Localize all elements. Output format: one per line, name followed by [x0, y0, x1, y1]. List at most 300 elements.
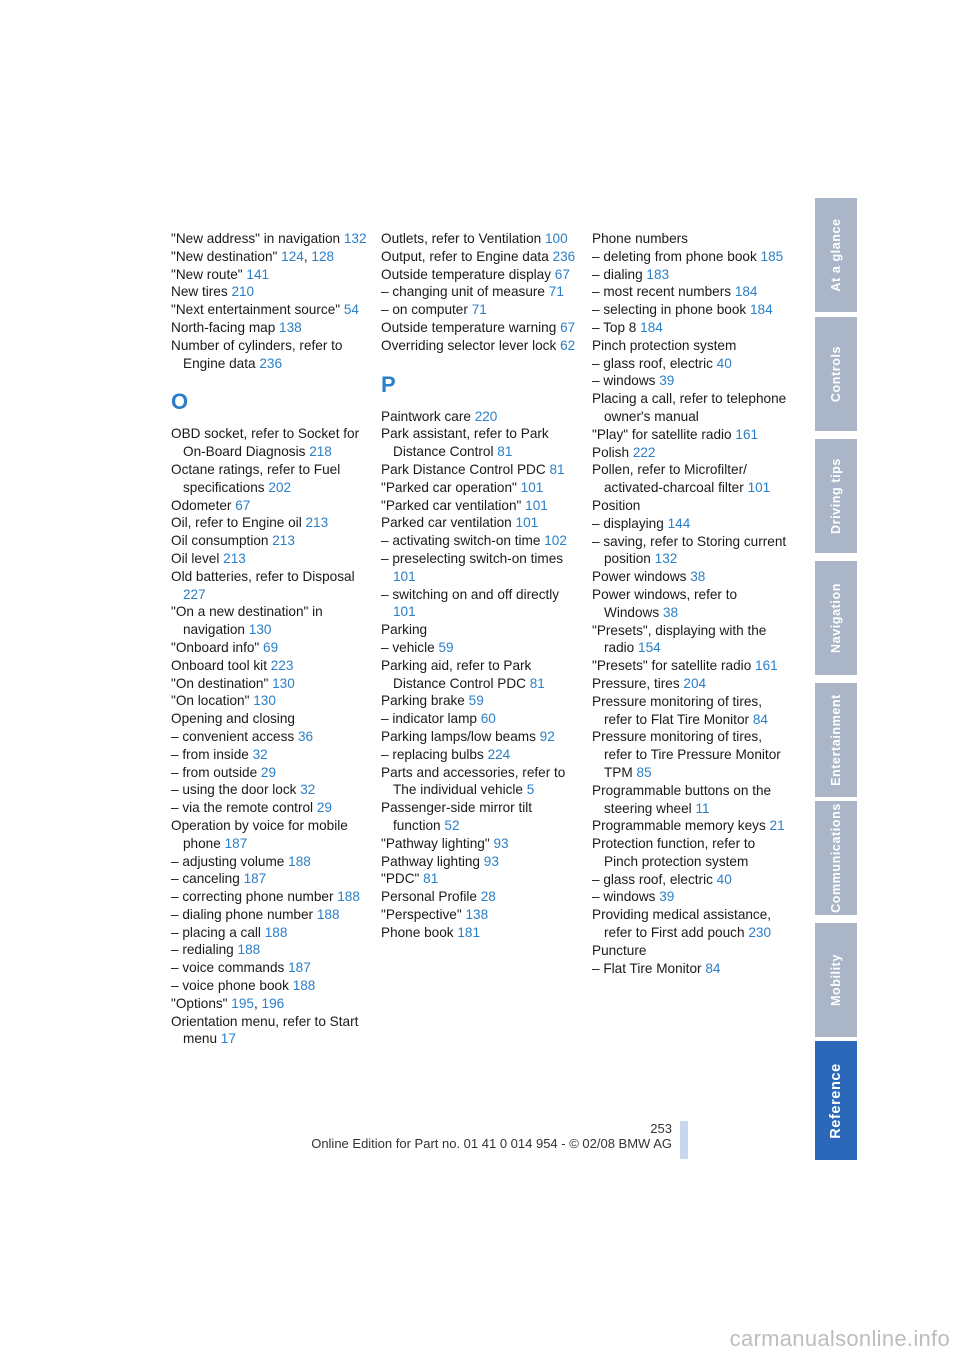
index-entry	[592, 871, 792, 889]
page-link[interactable]: 84	[752, 711, 768, 727]
index-entry	[381, 764, 581, 800]
page-link[interactable]: 28	[480, 889, 496, 905]
page-link[interactable]: 224	[487, 746, 511, 762]
index-entry	[381, 248, 581, 266]
index-entry-text: Onboard tool kit	[171, 657, 267, 673]
index-entry-text: – voice phone book	[171, 978, 289, 994]
index-entry	[592, 444, 792, 462]
index-entry-text: Passenger-side mirror tilt function	[381, 800, 533, 833]
page-link[interactable]: 101	[393, 568, 416, 584]
index-entry	[592, 960, 792, 978]
index-entry	[171, 781, 371, 799]
page-link[interactable]: 36	[297, 728, 314, 744]
watermark: carmanualsonline.info	[729, 1326, 950, 1351]
index-entry-text: – Top 8	[592, 319, 637, 335]
tab-navigation[interactable]	[815, 561, 857, 675]
index-entry-text: "Presets" for satellite radio	[592, 658, 752, 674]
index-entry-text: Programmable buttons on the steering wheel	[592, 782, 772, 816]
index-entry-text: – switching on and off directly	[381, 586, 560, 602]
index-column-3	[592, 230, 792, 977]
index-entry-text: Phone numbers	[592, 231, 688, 246]
index-entry	[171, 425, 371, 461]
index-entry	[592, 906, 792, 942]
index-entry-text: Park Distance Control PDC	[381, 461, 546, 477]
index-entry-text: – dialing	[592, 266, 643, 282]
index-entry-text: "Parked car ventilation"	[381, 497, 522, 513]
index-entry-text: Oil, refer to Engine oil	[171, 515, 302, 531]
page-link[interactable]: 81	[423, 871, 439, 887]
page-link[interactable]: 102	[544, 533, 567, 549]
index-entry	[171, 266, 371, 284]
index-entry-text: – canceling	[171, 871, 240, 887]
tab-label: Mobility	[829, 953, 843, 1007]
page-link[interactable]: 71	[548, 284, 564, 300]
tab-label: Navigation	[829, 583, 843, 653]
page-link[interactable]: 144	[667, 515, 691, 531]
index-entry-text: – windows	[592, 373, 656, 389]
page-link[interactable]: 223	[270, 657, 294, 673]
index-entry-text: – placing a call	[171, 924, 261, 940]
index-entry	[171, 337, 371, 373]
index-entry-text: "New route"	[171, 266, 243, 282]
index-entry-text: "On destination"	[171, 675, 269, 691]
index-entry	[381, 924, 581, 942]
page-link[interactable]: 32	[252, 746, 268, 762]
index-entry-text: Pressure, tires	[592, 675, 680, 691]
index-entry-text: – selecting in phone book	[592, 302, 747, 318]
index-entry	[592, 622, 792, 658]
index-entry	[592, 568, 792, 586]
page-link[interactable]: 236	[552, 248, 576, 264]
index-entry	[381, 337, 581, 355]
page-link[interactable]: 11	[695, 800, 710, 816]
index-entry	[381, 657, 581, 693]
page-link[interactable]: 40	[716, 871, 732, 887]
index-entry	[592, 888, 792, 906]
index-entry-text: – using the door lock	[171, 782, 297, 798]
page-number: 253	[650, 1121, 672, 1136]
page-link[interactable]: 5	[526, 782, 535, 798]
index-entry	[381, 799, 581, 835]
index-entry-text: "Pathway lighting"	[381, 835, 490, 851]
index-entry	[592, 817, 792, 835]
index-entry-text: Oil consumption	[171, 533, 269, 549]
page-link[interactable]: 101	[515, 515, 539, 531]
page-link[interactable]: 81	[497, 444, 513, 460]
index-letter-heading: P	[381, 371, 396, 397]
index-entry-text: Outlets, refer to Ventilation	[381, 231, 542, 246]
index-entry	[171, 817, 371, 853]
index-entry	[171, 853, 371, 871]
page-link[interactable]: 39	[659, 373, 675, 389]
index-entry	[171, 675, 371, 693]
index-entry	[381, 888, 581, 906]
index-entry-text: – most recent numbers	[592, 284, 732, 300]
page-link[interactable]: 54	[343, 302, 359, 318]
index-entry	[171, 764, 371, 782]
page-link[interactable]: 184	[640, 319, 663, 335]
index-entry	[171, 283, 371, 301]
index-entry	[592, 942, 792, 960]
index-entry	[592, 835, 792, 871]
index-entry-text: Parking lamps/low beams	[381, 728, 536, 744]
index-entry	[592, 301, 792, 319]
index-entry-text: OBD socket, refer to Socket for On-Board Diagnosis	[171, 426, 360, 460]
page-link[interactable]: 93	[483, 853, 499, 869]
index-entry-text: "PDC"	[381, 871, 420, 887]
index-entry	[592, 390, 792, 426]
page-link[interactable]: 130	[248, 622, 272, 638]
index-entry-text: "New address" in navigation	[171, 231, 341, 246]
tab-controls[interactable]	[815, 317, 857, 431]
page-link[interactable]: 32	[300, 782, 316, 798]
index-entry	[592, 728, 792, 781]
index-entry-text: Personal Profile	[381, 889, 477, 905]
page-link[interactable]: 130	[253, 693, 276, 709]
index-entry	[171, 497, 371, 515]
index-entry-text: – from inside	[171, 746, 249, 762]
index-entry-text: "Options"	[171, 995, 228, 1011]
index-entry-text: – convenient access	[171, 728, 295, 744]
index-entry	[592, 426, 792, 444]
index-entry-text: Operation by voice for mobile phone	[171, 817, 348, 851]
index-entry-text: Octane ratings, refer to Fuel specifications	[171, 461, 341, 495]
index-entry-text: Puncture	[592, 942, 647, 958]
page-link[interactable]: 188	[264, 924, 288, 940]
page-link[interactable]: 67	[554, 266, 570, 282]
index-entry	[592, 248, 792, 266]
page-link[interactable]: 210	[231, 284, 255, 300]
index-entry	[381, 461, 581, 479]
index-entry	[171, 924, 371, 942]
index-entry-text: Pinch protection system	[592, 337, 737, 353]
index-entry-text: – replacing bulbs	[381, 746, 484, 762]
page-link[interactable]: 100	[544, 231, 568, 246]
index-entry-text: – via the remote control	[171, 800, 314, 816]
page-link[interactable]: 132	[343, 231, 367, 246]
index-entry-text: – indicator lamp	[381, 711, 477, 727]
index-entry-text: – glass roof, electric	[592, 355, 713, 371]
index-entry-text: Outside temperature display	[381, 266, 552, 282]
index-entry: "New destination" 124, 128	[171, 248, 335, 264]
page-link[interactable]: 38	[690, 569, 706, 585]
index-entry	[381, 230, 581, 248]
page-link[interactable]: 138	[465, 906, 489, 922]
tab-communications[interactable]	[815, 801, 857, 915]
index-entry	[171, 746, 371, 764]
page-link[interactable]: 188	[292, 978, 316, 994]
index-entry	[381, 532, 581, 550]
index-entry	[381, 301, 581, 319]
page-link[interactable]: 29	[316, 800, 332, 816]
page-link[interactable]: 101	[525, 497, 548, 513]
index-entry	[171, 728, 371, 746]
index-entry-text: – displaying	[592, 515, 664, 531]
index-entry	[592, 515, 792, 533]
page-link[interactable]: 101	[520, 479, 544, 495]
page-link[interactable]: 60	[480, 711, 496, 727]
index-entry	[592, 657, 792, 675]
index-entry	[592, 533, 792, 569]
index-entry-text: Protection function, refer to Pinch protection system	[592, 836, 756, 869]
tab-mobility[interactable]	[815, 923, 857, 1037]
index-entry	[171, 301, 371, 319]
index-entry-text: – deleting from phone book	[592, 248, 757, 264]
index-entry-text: Parking brake	[381, 693, 465, 709]
index-entry-text: – activating switch-on time	[381, 533, 541, 549]
index-entry-text: Outside temperature warning	[381, 319, 557, 335]
index-entry	[171, 230, 371, 248]
page-link[interactable]: 101	[393, 604, 416, 620]
index-entry-text: Park assistant, refer to Park Distance Control	[381, 426, 549, 460]
index-entry	[171, 532, 371, 550]
page-link[interactable]: 185	[760, 248, 784, 264]
tab-driving-tips[interactable]	[815, 439, 857, 553]
page-link[interactable]: 81	[529, 675, 545, 691]
page-link[interactable]: 161	[735, 426, 759, 442]
index-column-1	[171, 230, 371, 1048]
index-entry	[381, 853, 581, 871]
index-entry	[171, 603, 371, 639]
index-entry-text: Position	[592, 497, 641, 513]
index-entry-text: – voice commands	[171, 960, 285, 976]
index-entry-text: "On a new destination" in navigation	[171, 604, 323, 638]
index-entry	[381, 835, 581, 853]
page-link[interactable]: 195	[231, 995, 254, 1011]
index-entry	[381, 692, 581, 710]
index-entry-text: Overriding selector lever lock	[381, 337, 557, 353]
index-entry-text: Pollen, refer to Microfilter/ activated-charcoal filter	[592, 462, 747, 496]
page-link[interactable]: 184	[734, 284, 758, 300]
footer-accent-bar	[680, 1121, 688, 1159]
index-entry-text: "On location"	[171, 693, 250, 709]
index-entry-text: "Parked car operation"	[381, 479, 517, 495]
index-entry	[381, 408, 581, 426]
index-entry	[381, 425, 581, 461]
index-entry	[171, 710, 371, 728]
index-entry-text: "Onboard info"	[171, 639, 260, 655]
index-entry	[171, 550, 371, 568]
index-entry	[381, 728, 581, 746]
tab-label: Reference	[828, 1062, 844, 1139]
page-link[interactable]: 38	[662, 604, 679, 620]
index-entry-text: "Next entertainment source"	[171, 302, 341, 318]
page-link[interactable]: 52	[444, 817, 460, 833]
index-entry-text: Oil level	[171, 550, 220, 566]
index-entry-text: Parked car ventilation	[381, 515, 512, 531]
index-entry-text: Odometer	[171, 497, 232, 513]
index-entry-text: – preselecting switch-on times	[381, 550, 564, 566]
index-entry	[171, 692, 371, 710]
page-link[interactable]: 141	[246, 266, 270, 282]
index-entry	[381, 586, 581, 622]
page-link[interactable]: 187	[288, 960, 311, 976]
index-entry	[171, 977, 371, 995]
index-entry	[592, 283, 792, 301]
page-link[interactable]: 220	[474, 408, 498, 424]
index-entry-text: Programmable memory keys	[592, 818, 766, 834]
page-link[interactable]: 29	[260, 764, 277, 780]
index-entry	[171, 1013, 371, 1049]
tab-at-a-glance[interactable]	[815, 198, 857, 312]
page-link[interactable]: 62	[560, 337, 576, 353]
page-link[interactable]: 218	[309, 444, 332, 460]
index-entry	[381, 266, 581, 284]
index-entry-text: Polish	[592, 444, 630, 460]
index-entry-text: Orientation menu, refer to Start menu	[171, 1013, 359, 1047]
index-entry-text: Old batteries, refer to Disposal	[171, 568, 355, 584]
index-entry	[171, 514, 371, 532]
page-link[interactable]: 187	[243, 871, 267, 887]
index-entry	[592, 461, 792, 497]
page-link[interactable]: 81	[549, 461, 565, 477]
page-link[interactable]: 21	[769, 818, 785, 834]
page-link[interactable]: 188	[337, 889, 360, 905]
page-link[interactable]: 181	[457, 924, 481, 940]
index-entry-text: – windows	[592, 889, 656, 905]
tab-label: Entertainment	[829, 694, 843, 786]
index-entry	[171, 319, 371, 337]
index-entry-text: "Play" for satellite radio	[592, 426, 732, 442]
index-entry	[592, 355, 792, 373]
index-entry-text: Output, refer to Engine data	[381, 248, 549, 264]
page-link[interactable]: 85	[636, 764, 652, 780]
index-entry	[381, 283, 581, 301]
page-link[interactable]: 188	[316, 906, 340, 922]
page-link[interactable]: 17	[220, 1031, 236, 1047]
index-entry-text: Pressure monitoring of tires, refer to Flat Tire Monitor	[592, 693, 762, 727]
page-link[interactable]: 67	[235, 497, 251, 513]
page-link[interactable]: 188	[288, 853, 311, 869]
index-entry	[171, 799, 371, 817]
page-link[interactable]: 184	[749, 302, 773, 318]
index-entry	[171, 568, 371, 604]
page-link[interactable]: 69	[263, 639, 279, 655]
page-link[interactable]: 124	[281, 248, 304, 264]
page-link[interactable]: 213	[272, 533, 295, 549]
page-link[interactable]: 71	[471, 302, 487, 318]
edition-footer: Online Edition for Part no. 01 41 0 014 954 - © 02/08 BMW AG	[311, 1136, 672, 1151]
page-link[interactable]: 128	[311, 248, 335, 264]
page-link[interactable]: 188	[237, 942, 261, 958]
page-link[interactable]: 59	[468, 693, 484, 709]
index-entry	[381, 746, 581, 764]
index-entry-text: – adjusting volume	[171, 853, 285, 869]
chapter-tabs	[815, 198, 857, 1160]
index-entry-text: – from outside	[171, 764, 258, 780]
index-entry-text: Pressure monitoring of tires, refer to Tire Pressure Monitor TPM	[592, 729, 781, 780]
page-link[interactable]: 84	[705, 960, 721, 976]
index-entry	[592, 230, 792, 248]
tab-reference[interactable]	[815, 1041, 857, 1160]
index-entry-text: North-facing map	[171, 319, 276, 335]
index-entry	[381, 639, 581, 657]
tab-label: Driving tips	[829, 458, 843, 534]
index-entry-text: – correcting phone number	[171, 889, 334, 905]
index-entry	[171, 906, 371, 924]
page-link[interactable]: 236	[259, 355, 283, 371]
index-entry	[381, 479, 581, 497]
index-entry-text: – on computer	[381, 302, 468, 318]
page-link[interactable]: 67	[560, 319, 576, 335]
index-entry-text: "Perspective"	[381, 906, 462, 922]
index-entry	[592, 675, 792, 693]
page-link[interactable]: 101	[747, 480, 771, 496]
tab-entertainment[interactable]	[815, 683, 857, 797]
page-link[interactable]: 40	[716, 355, 732, 371]
index-entry	[592, 586, 792, 622]
index-entry	[171, 959, 371, 977]
page-link[interactable]: 213	[305, 515, 329, 531]
page-link[interactable]: 183	[646, 266, 670, 282]
page-link[interactable]: 213	[223, 550, 246, 566]
page-link[interactable]: 130	[272, 675, 295, 691]
index-entry	[381, 514, 581, 532]
page-link[interactable]: 204	[683, 675, 707, 691]
page-link[interactable]: 154	[638, 640, 661, 656]
tab-label: Communications	[829, 803, 843, 913]
page-link[interactable]: 227	[183, 586, 206, 602]
index-entry	[592, 497, 792, 515]
index-entry-text: "New destination"	[171, 248, 278, 264]
index-entry	[171, 941, 371, 959]
index-entry-text: – vehicle	[381, 639, 435, 655]
index-entry-text: New tires	[171, 284, 228, 300]
index-entry	[381, 906, 581, 924]
page-link[interactable]: 39	[659, 889, 675, 905]
index-entry	[381, 497, 581, 515]
index-entry-text: Providing medical assistance, refer to First add pouch	[592, 907, 772, 941]
page-link[interactable]: 196	[261, 995, 285, 1011]
page-link[interactable]: 93	[493, 835, 509, 851]
index-entry-text: – saving, refer to Storing current position	[592, 533, 787, 567]
index-entry	[592, 337, 792, 355]
index-letter-heading: O	[171, 389, 189, 415]
index-entry: "Options" 195, 196	[171, 995, 285, 1011]
index-column-2	[381, 230, 581, 941]
index-entry-text: – glass roof, electric	[592, 871, 713, 887]
page-link[interactable]: 230	[748, 925, 772, 941]
index-entry	[592, 319, 792, 337]
index-entry	[381, 319, 581, 337]
page-link[interactable]: 138	[279, 319, 302, 335]
index-entry	[592, 782, 792, 818]
index-entry-text: – changing unit of measure	[381, 284, 545, 300]
page-link[interactable]: 161	[755, 658, 778, 674]
index-entry	[381, 621, 581, 639]
index-entry	[381, 870, 581, 888]
index-entry-text: Paintwork care	[381, 408, 471, 424]
page-link[interactable]: 202	[268, 479, 292, 495]
page-link[interactable]: 187	[224, 835, 248, 851]
page-link[interactable]: 222	[632, 444, 656, 460]
index-entry-text: Parking	[381, 622, 428, 638]
index-entry-text: Power windows, refer to Windows	[592, 586, 738, 620]
index-entry	[381, 710, 581, 728]
page-link[interactable]: 132	[654, 551, 678, 567]
tab-label: Controls	[829, 345, 843, 403]
index-entry-text: Parts and accessories, refer to The individual vehicle	[381, 764, 566, 798]
index-entry-text: Opening and closing	[171, 711, 295, 727]
page-link[interactable]: 59	[438, 639, 454, 655]
index-entry-text: Pathway lighting	[381, 853, 480, 869]
page-link[interactable]: 92	[539, 728, 555, 744]
index-entry	[171, 657, 371, 675]
index-entry-text: – Flat Tire Monitor	[592, 960, 702, 976]
index-entry-text: – dialing phone number	[171, 906, 314, 922]
index-entry	[171, 870, 371, 888]
index-entry	[171, 461, 371, 497]
